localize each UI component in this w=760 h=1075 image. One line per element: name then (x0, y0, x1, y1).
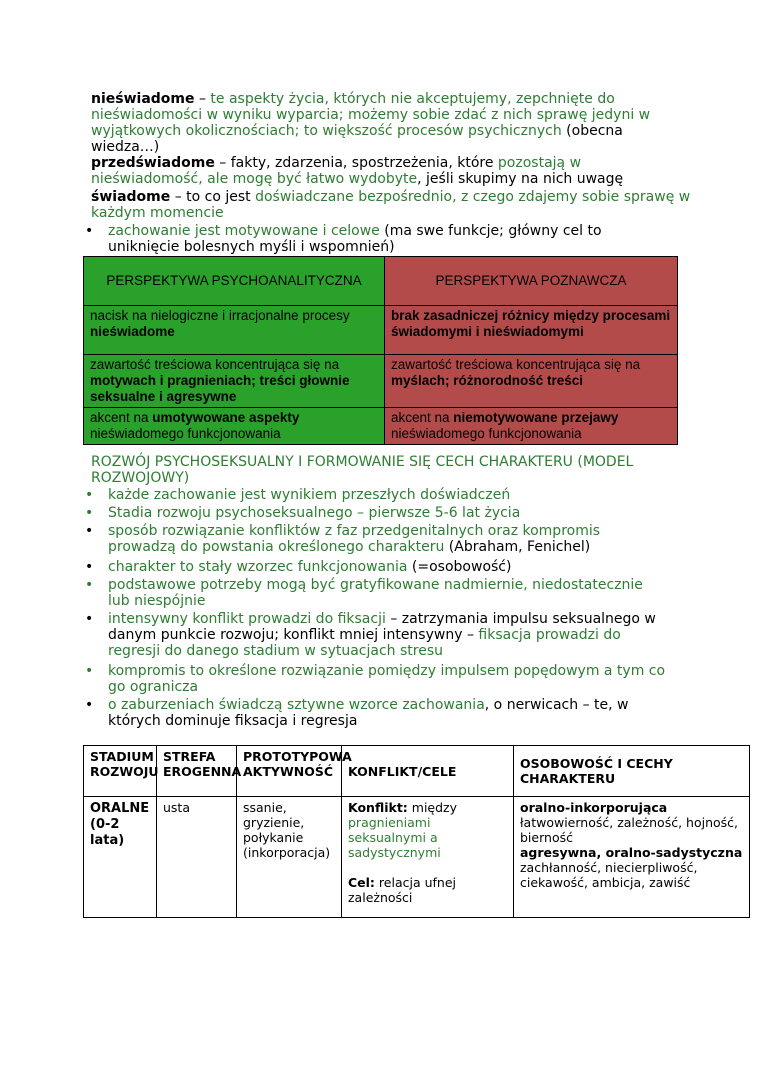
definition-preconscious: przedświadome – fakty, zdarzenia, spostrzeżenia, które pozostają w nieświadomość, ale mogę być łatwo wydobyte, jeśli skupimy na nich uwagę (91, 155, 624, 187)
bullet-icon: • (85, 223, 94, 239)
perspectives-row (84, 355, 678, 408)
dev-bullet: • podstawowe potrzeby mogą być gratyfikowane nadmiernie, niedostatecznie lub niespójnie (85, 577, 643, 609)
term-preconscious: przedświadome (91, 155, 215, 171)
term-unconscious: nieświadome (91, 91, 195, 107)
header-traits: OSOBOWOŚĆ I CECHY CHARAKTERU (514, 746, 750, 797)
definition-unconscious: nieświadome – te aspekty życia, których nie akceptujemy, zepchnięte do nieświadomości w wyniku wyparcia; możemy sobie zdać z nich sprawę jedyni w wyjątkowych okolicznościach; to większość procesów psychicznych (obecna wiedza…) (91, 91, 651, 155)
dev-bullet: • intensywny konflikt prowadzi do fiksacji – zatrzymania impulsu seksualnego w danym punkcie rozwoju; konflikt mniej intensywny – fiksacja prowadzi do regresji do danego stadium w sytuacjach stresu (85, 611, 656, 659)
stages-table (83, 745, 750, 918)
dev-bullet: • kompromis to określone rozwiązanie pomiędzy impulsem popędowym a tym co go ogranicza (85, 663, 666, 695)
perspectives-header-row (84, 257, 678, 306)
stage-cell: ORALNE (0-2 lata) (84, 797, 157, 918)
dev-bullet: • Stadia rozwoju psychoseksualnego – pierwsze 5-6 lat życia (85, 505, 521, 521)
header-activity: PROTOTYPOWA AKTYWNOŚĆ (237, 746, 342, 797)
header-cognitive: PERSPEKTYWA POZNAWCZA (385, 257, 678, 306)
cognitive-cell: akcent na niemotywowane przejawy nieświadomego funkcjonowania (385, 408, 678, 445)
bullet-icon: • (85, 663, 94, 679)
psychoanalytic-cell: nacisk na nielogiczne i irracjonalne procesy nieświadome (84, 306, 385, 355)
bullet-motivated-behaviour: • zachowanie jest motywowane i celowe (ma swe funkcje; główny cel to uniknięcie bolesnych myśli i wspomnień) (85, 223, 602, 255)
definition-conscious: świadome – to co jest doświadczane bezpośrednio, z czego zdajemy sobie sprawę w każdym momencie (91, 189, 691, 221)
bullet-icon: • (85, 505, 94, 521)
header-zone: STREFA EROGENNA (157, 746, 237, 797)
header-psychoanalytic: PERSPEKTYWA PSYCHOANALITYCZNA (84, 257, 385, 306)
bullet-icon: • (85, 577, 94, 593)
dev-bullet: • każde zachowanie jest wynikiem przeszłych doświadczeń (85, 487, 511, 503)
traits-cell: oralno-inkorporująca łatwowierność, zależność, hojność, bierność agresywna, oralno-sadystyczna zachłanność, niecierpliwość, ciekawość, ambicja, zawiść (514, 797, 750, 918)
bullet-icon: • (85, 697, 94, 713)
bullet-icon: • (85, 487, 94, 503)
perspectives-row (84, 306, 678, 355)
stage-row (84, 797, 750, 918)
header-conflict: KONFLIKT/CELE (342, 746, 514, 797)
dev-bullet: • sposób rozwiązanie konfliktów z faz przedgenitalnych oraz kompromis prowadzą do powstania określonego charakteru (Abraham, Fenichel) (85, 523, 601, 555)
conflict-cell: Konflikt: między pragnieniami seksualnymi a sadystycznymi Cel: relacja ufnej zależności (342, 797, 514, 918)
perspectives-table (83, 256, 678, 445)
bullet-icon: • (85, 611, 94, 627)
term-conscious: świadome (91, 189, 171, 205)
cognitive-cell: zawartość treściowa koncentrująca się na myślach; różnorodność treści (385, 355, 678, 408)
activity-cell: ssanie, gryzienie, połykanie (inkorporacja) (237, 797, 342, 918)
dev-bullet: • o zaburzeniach świadczą sztywne wzorce zachowania, o nerwicach – te, w których dominuje fiksacja i regresja (85, 697, 629, 729)
stages-header-row (84, 746, 750, 797)
section-title: ROZWÓJ PSYCHOSEKSUALNY I FORMOWANIE SIĘ CECH CHARAKTERU (MODEL ROZWOJOWY) (91, 454, 634, 486)
dev-bullet: • charakter to stały wzorzec funkcjonowania (=osobowość) (85, 559, 512, 575)
bullet-icon: • (85, 523, 94, 539)
zone-cell: usta (157, 797, 237, 918)
header-stage: STADIUM ROZWOJU (84, 746, 157, 797)
psychoanalytic-cell: zawartość treściowa koncentrująca się na motywach i pragnieniach; treści głownie seksualne i agresywne (84, 355, 385, 408)
cognitive-cell: brak zasadniczej różnicy między procesami świadomymi i nieświadomymi (385, 306, 678, 355)
psychoanalytic-cell: akcent na umotywowane aspekty nieświadomego funkcjonowania (84, 408, 385, 445)
perspectives-row (84, 408, 678, 445)
bullet-icon: • (85, 559, 94, 575)
